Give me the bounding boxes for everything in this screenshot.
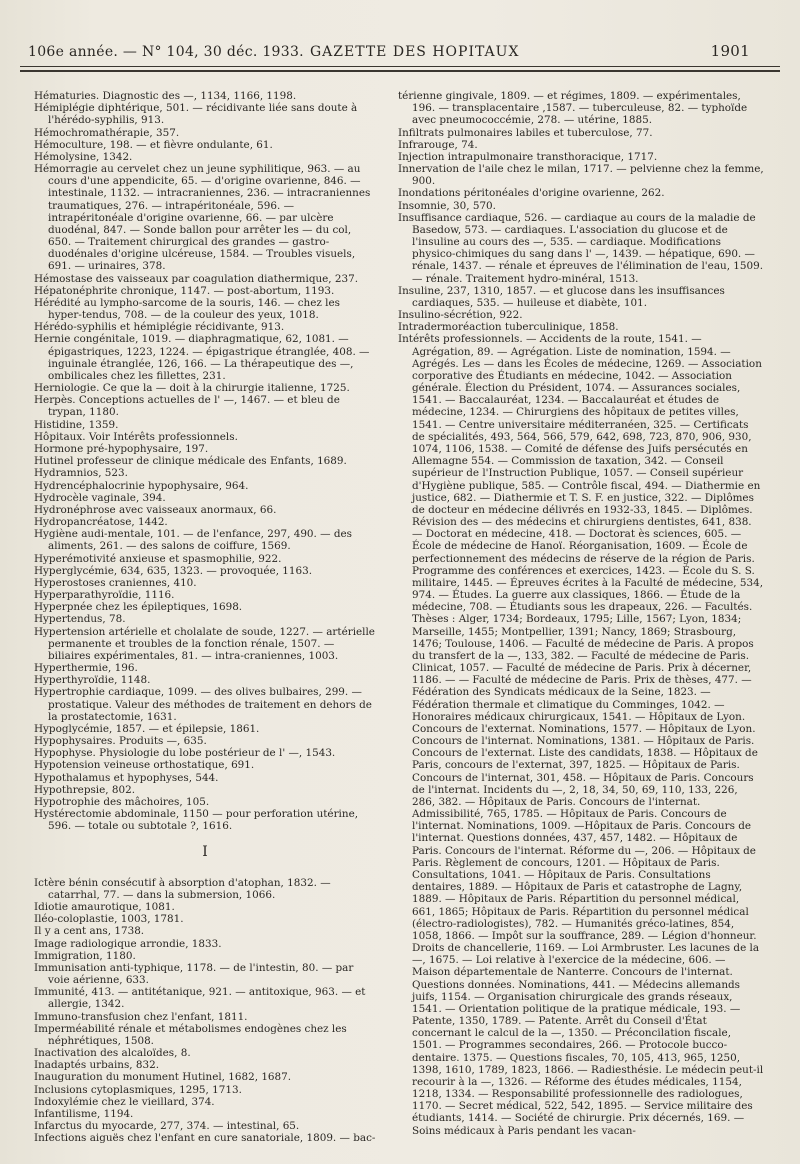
left-column bbox=[34, 90, 376, 1144]
index-entry: Hémorragie au cervelet chez un jeune syphilitique, 963. — au cours d'une appendicite, 65. — d'origine ovarienne, 846. — intestinale, 1132. — intracraniennes, 236. — intracraniennes traumatiques, 276. — intrapéritonéale, 596. — intrapéritonéale d'origine ovarienne, 66. — par ulcère duodénal, 847. — Sonde ballon pour arrêter les — du col, 650. — Traitement chirurgical des grandes — gastro-duodénales d'origine ulcéreuse, 1584. — Troubles visuels, 691. — urinaires, 378. bbox=[34, 163, 371, 273]
index-entry: Hypophyse. Physiologie du lobe postérieur de l' —, 1543. bbox=[34, 747, 336, 760]
index-entry: Hypothrepsie, 802. bbox=[34, 783, 136, 796]
index-entry: Immunité, 413. — antitétanique, 921. — antitoxique, 963. — et allergie, 1342. bbox=[34, 986, 366, 1011]
index-entry: Inondations péritonéales d'origine ovarienne, 262. bbox=[398, 187, 665, 200]
index-entry: Hyperémotivité anxieuse et spasmophilie, 922. bbox=[34, 552, 282, 565]
header-rule-thick bbox=[20, 70, 780, 72]
index-entry: Hormone pré-hypophysaire, 197. bbox=[34, 442, 209, 455]
index-entry: Hydropancréatose, 1442. bbox=[34, 516, 168, 529]
index-entry: Image radiologique arrondie, 1833. bbox=[34, 937, 222, 950]
index-entry: Hémoculture, 198. — et fièvre ondulante, 61. bbox=[34, 138, 273, 151]
index-entry: Hématuries. Diagnostic des —, 1134, 1166, 1198. bbox=[34, 90, 297, 102]
index-entry: Hémochromathérapie, 357. bbox=[34, 126, 180, 139]
index-entry: Hypertendus, 78. bbox=[34, 613, 126, 626]
index-entry: Hôpitaux. Voir Intérêts professionnels. bbox=[34, 430, 238, 443]
index-entry: Insomnie, 30, 570. bbox=[398, 199, 496, 212]
index-entry: Il y a cent ans, 1738. bbox=[34, 925, 145, 938]
index-entry: Hypoglycémie, 1857. — et épilepsie, 1861. bbox=[34, 722, 260, 735]
index-entry: Hyperpnée chez les épileptiques, 1698. bbox=[34, 601, 243, 614]
index-entry: Hernie congénitale, 1019. — diaphragmatique, 62, 1081. — épigastriques, 1223, 1224. — épigastrique étranglée, 408. — inguinale étranglée, 126, 166. — La thérapeutique des —, ombilicales chez les fillettes, 231. bbox=[34, 333, 370, 382]
page-number: 1901 bbox=[710, 42, 750, 60]
index-entry: Immunisation anti-typhique, 1178. — de l'intestin, 80. — par voie aérienne, 633. bbox=[34, 961, 354, 987]
index-entry: Hypotension veineuse orthostatique, 691. bbox=[34, 759, 255, 772]
index-entry: Hyperparathyroïdie, 1116. bbox=[34, 589, 175, 602]
index-entry: Histidine, 1359. bbox=[34, 418, 119, 431]
index-entry: Hépatonéphrite chronique, 1147. — post-abortum, 1193. bbox=[34, 284, 335, 297]
index-entry: Immuno-transfusion chez l'enfant, 1811. bbox=[34, 1010, 248, 1023]
index-entry: Infiltrats pulmonaires labiles et tuberculose, 77. bbox=[398, 126, 653, 139]
index-entry: Intérêts professionnels. — Accidents de la route, 1541. — Agrégation, 89. — Agrégation. Liste de nomination, 1594. — Agrégés. Les — dans les Écoles de médecine, 1269. — Association corporative des Étudiants en médecine, 1042. — Association générale. Élection du Président, 1074. — Assurances sociales, 1541. — Baccalauréat, 1234. — Baccalauréat et études de médecine, 1234. — Chirurgiens des hôpitaux de petites villes, 1541. — Centre universitaire méditerranéen, 325. — Certificats de spécialités, 493, 564, 566, 579, 642, 698, 723, 870, 906, 930, 1074, 1106, 1538. — Comité de défense des Juifs persécutés en Allemagne 554. — Commission de taxation, 342. — Conseil supérieur de l'Instruction Publique, 1057. — Conseil supérieur d'Hygiène publique, 585. — Contrôle fiscal, 494. — Diathermie en justice, 682. — Diathermie et T. S. F. en justice, 322. — Diplômes de docteur en médecine délivrés en 1932-33, 1845. — Diplômes. Révision des — des médecins et chirurgiens dentistes, 641, 838. — Doctorat en médecine, 418. — Doctorat ès sciences, 605. — École de médecine de Hanoï. Réorganisation, 1609. — École de perfectionnement des médecins de réserve de la région de Paris. Programme des conférences et exercices, 1423. — École du S. S. militaire, 1445. — Épreuves écrites à la Faculté de médecine, 534, 974. — Études. La guerre aux classiques, 1866. — Étude de la médecine, 708. — Étudiants sous les drapeaux, 226. — Facultés. Thèses : Alger, 1734; Bordeaux, 1795; Lille, 1567; Lyon, 1834; Marseille, 1455; Montpellier, 1391; Nancy, 1869; Strasbourg, 1476; Toulouse, 1406. — Faculté de médecine de Paris. A propos du transfert de la —, 133, 382. — Faculté de médecine de Paris. Clinicat, 1057. — Faculté de médecine de Paris. Prix à décerner, 1186. — — Faculté de médecine de Paris. Prix de thèses, 477. — Fédération des Syndicats médicaux de la Seine, 1823. — Fédération thermale et climatique du Comminges, 1042. — Honoraires médicaux chirurgicaux, 1541. — Hôpitaux de Lyon. Concours de l'externat. Nominations, 1577. — Hôpitaux de Lyon. Concours de l'internat. Nominations, 1381. — Hôpitaux de Paris. Concours de l'externat. Liste des candidats, 1838. — Hôpitaux de Paris, concours de l'externat, 397, 1825. — Hôpitaux de Paris. Concours de l'internat, 301, 458. — Hôpitaux de Paris. Concours de l'internat. Incidents du —, 2, 18, 34, 50, 69, 110, 133, 226, 286, 382. — Hôpitaux de Paris. Concours de l'internat. Admissibilité, 765, 1785. — Hôpitaux de Paris. Concours de l'internat. Nominations, 1009. —Hôpitaux de Paris. Concours de l'internat. Questions données, 437, 457, 1482. — Hôpitaux de Paris. Concours de l'internat. Réforme du —, 206. — Hôpitaux de Paris. Règlement de concours, 1201. — Hôpitaux de Paris. Consultations, 1041. — Hôpitaux de Paris. Consultations dentaires, 1889. — Hôpitaux de Paris et catastrophe de Lagny, 1889. — Hôpitaux de Paris. Répartition du personnel médical, 661, 1865; Hôpitaux de Paris. Répartition du personnel médical (électro-radiologistes), 782. — Humanités gréco-latines, 854, 1058, 1866. — Impôt sur la souffrance, 289. — Légion d'honneur. Droits de chancellerie, 1169. — Loi Armbruster. Les lacunes de la —, 1675. — Loi relative à l'exercice de la médecine, 606. — Maison départementale de Nanterre. Concours de l'internat. Questions données. Nominations, 441. — Médecins allemands juifs, 1154. — Organisation chirurgicale des grands réseaux, 1541. — Orientation politique de la pratique médicale, 193. — Patente, 1350, 1789. — Patente. Arrêt du Conseil d'État concernant le calcul de la —, 1350. — Préconcilation fiscale, 1501. — Programmes secondaires, 266. — Protocole bucco-dentaire. 1375. — Questions fiscales, 70, 105, 413, 965, 1250, 1398, 1610, 1789, 1823, 1866. — Radiesthésie. Le médecin peut-il recourir à la —, 1326. — Réforme des études médicales, 1154, 1218, 1334. — Responsabilité professionnelle des radiologues, 1170. — Secret médical, 522, 542, 1895. — Service militaire des étudiants, 1414. — Société de chirurgie. Prix décernés, 169. — Soins médicaux à Paris pendant les vacan- bbox=[398, 333, 764, 1137]
index-entry: Inadaptés urbains, 832. bbox=[34, 1059, 160, 1072]
index-entry: Indoxylémie chez le vieillard, 374. bbox=[34, 1095, 215, 1108]
index-entry: Hérédo-syphilis et hémiplégie récidivante, 913. bbox=[34, 321, 285, 334]
index-entry: Hydramnios, 523. bbox=[34, 467, 128, 480]
index-entry: Hyperthyroïdie, 1148. bbox=[34, 674, 151, 687]
index-entry: Hutinel professeur de clinique médicale des Enfants, 1689. bbox=[34, 455, 347, 468]
index-entry: Hypertrophie cardiaque, 1099. — des olives bulbaires, 299. — prostatique. Valeur des méthodes de traitement en dehors de la prostatectomie, 1631. bbox=[34, 686, 372, 723]
header-rule-thin bbox=[20, 66, 780, 67]
index-entry: Inauguration du monument Hutinel, 1682, 1687. bbox=[34, 1071, 292, 1084]
index-entry: Ictère bénin consécutif à absorption d'atophan, 1832. — catarrhal, 77. — dans la submersion, 1066. bbox=[34, 876, 331, 901]
index-entry: Infantilisme, 1194. bbox=[34, 1107, 134, 1120]
index-entry: Inclusions cytoplasmiques, 1295, 1713. bbox=[34, 1083, 242, 1096]
index-entry: Hypotrophie des mâchoires, 105. bbox=[34, 795, 210, 808]
section-letter: I bbox=[202, 844, 208, 861]
index-entry: Injection intrapulmonaire transthoracique, 1717. bbox=[398, 150, 658, 163]
index-entry: Hyperglycémie, 634, 635, 1323. — provoquée, 1163. bbox=[34, 564, 313, 577]
index-entry: Insuline, 237, 1310, 1857. — et glucose dans les insuffisances cardiaques, 535. — huileuse et diabète, 101. bbox=[398, 284, 725, 309]
index-entry: térienne gingivale, 1809. — et régimes, 1809. — expérimentales, 196. — transplacentaire ,1587. — tuberculeuse, 82. — typhoïde avec pneumococcémie, 278. — utérine, 1885. bbox=[398, 90, 748, 127]
index-entry: Hypertension artérielle et cholalate de soude, 1227. — artérielle permanente et troubles de la fonction rénale, 1507. — biliaires expérimentales, 81. — intra-craniennes, 1003. bbox=[34, 625, 375, 662]
index-entry: Infrarouge, 74. bbox=[398, 138, 478, 151]
index-entry: Hémolysine, 1342. bbox=[34, 150, 133, 163]
index-entry: Insulino-sécrétion, 922. bbox=[398, 309, 523, 322]
index-entry: Iléo-coloplastie, 1003, 1781. bbox=[34, 913, 184, 926]
index-entry: Hydrencéphalocrinie hypophysaire, 964. bbox=[34, 479, 249, 492]
index-entry: Innervation de l'aile chez le milan, 1717. — pelvienne chez la femme, 900. bbox=[398, 163, 764, 188]
index-entry: Hypothalamus et hypophyses, 544. bbox=[34, 771, 219, 784]
index-entry: Hypophysaires. Produits —, 635. bbox=[34, 735, 207, 748]
index-entry: Infections aiguës chez l'enfant en cure sanatoriale, 1809. — bac- bbox=[34, 1132, 376, 1145]
index-entry: Hyperostoses craniennes, 410. bbox=[34, 576, 197, 589]
index-entry: Hygiène audi-mentale, 101. — de l'enfance, 297, 490. — des aliments, 261. — des salons de coiffure, 1569. bbox=[34, 528, 352, 553]
index-entry: Hémostase des vaisseaux par coagulation diathermique, 237. bbox=[34, 272, 359, 285]
index-entry: Hyperthermie, 196. bbox=[34, 662, 138, 675]
page-header bbox=[28, 42, 770, 66]
right-column bbox=[398, 90, 764, 1137]
index-entry: Hérédité au lympho-sarcome de la souris, 146. — chez les hyper-tendus, 708. — de la couleur des yeux, 1018. bbox=[34, 296, 340, 322]
index-entry: Hydrocèle vaginale, 394. bbox=[34, 491, 166, 504]
index-entry: Intradermoréaction tuberculinique, 1858. bbox=[398, 321, 619, 334]
index-entry: Inactivation des alcaloïdes, 8. bbox=[34, 1047, 191, 1060]
index-entry: Hystérectomie abdominale, 1150 — pour perforation utérine, 596. — totale ou subtotale ?, 1616. bbox=[34, 808, 359, 833]
index-entry: Infarctus du myocarde, 277, 374. — intestinal, 65. bbox=[34, 1120, 300, 1133]
index-entry: Idiotie amaurotique, 1081. bbox=[34, 901, 175, 913]
index-entry: Imperméabilité rénale et métabolismes endogènes chez les néphrétiques, 1508. bbox=[34, 1022, 347, 1047]
journal-title: GAZETTE DES HOPITAUX bbox=[310, 44, 520, 60]
index-entry: Hémiplégie diphtérique, 501. — récidivante liée sans doute à l'hérédo-syphilis, 913. bbox=[34, 102, 358, 127]
index-entry: Herpès. Conceptions actuelles de l' —, 1467. — et bleu de trypan, 1180. bbox=[34, 394, 340, 419]
index-entry: Herniologie. Ce que la — doit à la chirurgie italienne, 1725. bbox=[34, 382, 350, 395]
index-entry: Hydronéphrose avec vaisseaux anormaux, 66. bbox=[34, 503, 277, 516]
index-entry: Immigration, 1180. bbox=[34, 949, 136, 962]
issue-info: 106e année. — N° 104, 30 déc. 1933. bbox=[28, 44, 304, 60]
index-entry: Insuffisance cardiaque, 526. — cardiaque au cours de la maladie de Basedow, 573. — cardiaques. L'association du glucose et de l'insuline au cours des —, 535. — cardiaque. Modifications physico-chimiques du sang dans l' —, 1439. — hépatique, 690. — rénale, 1437. — rénale et épreuves de l'élimination de l'eau, 1509. — rénale. Traitement hydro-minéral, 1513. bbox=[398, 211, 764, 285]
